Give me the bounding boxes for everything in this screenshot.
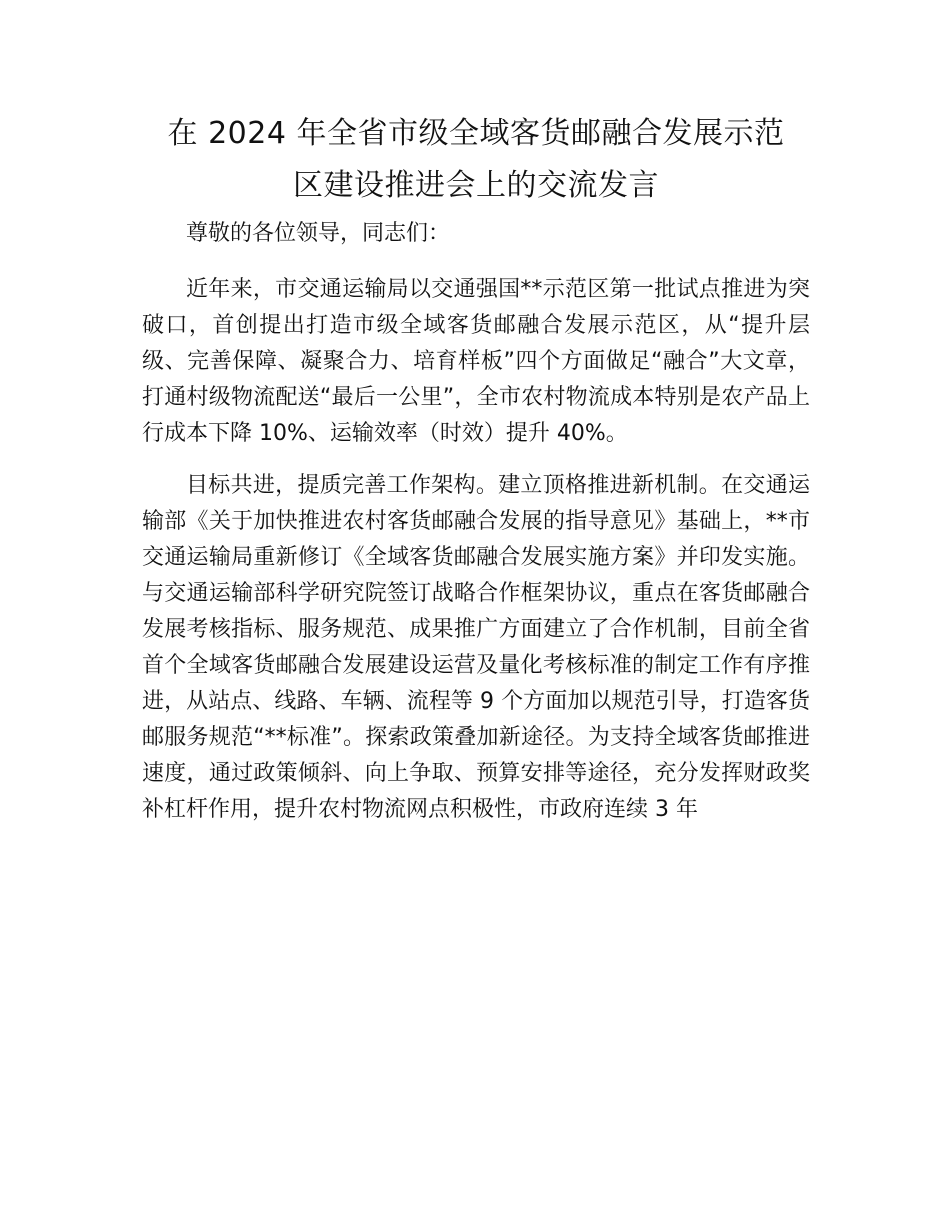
paragraph-intro: 近年来，市交通运输局以交通强国**示范区第一批试点推进为突破口，首创提出打造市级全域客货邮融合发展示范区，从“提升层级、完善保障、凝聚合力、培育样板”四个方面做足“融合”大文章，打通村级物流配送“最后一公里”，全市农村物流成本特别是农产品上行成本下降 10%、运输效率（时效）提升 40%。 bbox=[142, 277, 810, 446]
title-line-1: 在 2024 年全省市级全域客货邮融合发展示范 bbox=[167, 116, 785, 151]
salutation: 尊敬的各位领导，同志们： bbox=[186, 221, 451, 246]
title-line-2: 区建设推进会上的交流发言 bbox=[293, 168, 659, 203]
paragraph-work-structure: 目标共进，提质完善工作架构。建立顶格推进新机制。在交通运输部《关于加快推进农村客货邮融合发展的指导意见》基础上，**市交通运输局重新修订《全域客货邮融合发展实施方案》并印发实施。与交通运输部科学研究院签订战略合作框架协议，重点在客货邮融合发展考核指标、服务规范、成果推广方面建立了合作机制，目前全省首个全域客货邮融合发展建设运营及量化考核标准的制定工作有序推进，从站点、线路、车辆、流程等 9 个方面加以规范引导，打造客货邮服务规范“**标准”。探索政策叠加新途径。为支持全域客货邮推进速度，通过政策倾斜、向上争取、预算安排等途径，充分发挥财政奖补杠杆作用，提升农村物流网点积极性，市政府连续 3 年 bbox=[142, 473, 810, 822]
document-page bbox=[142, 108, 810, 844]
document-title bbox=[142, 108, 810, 212]
